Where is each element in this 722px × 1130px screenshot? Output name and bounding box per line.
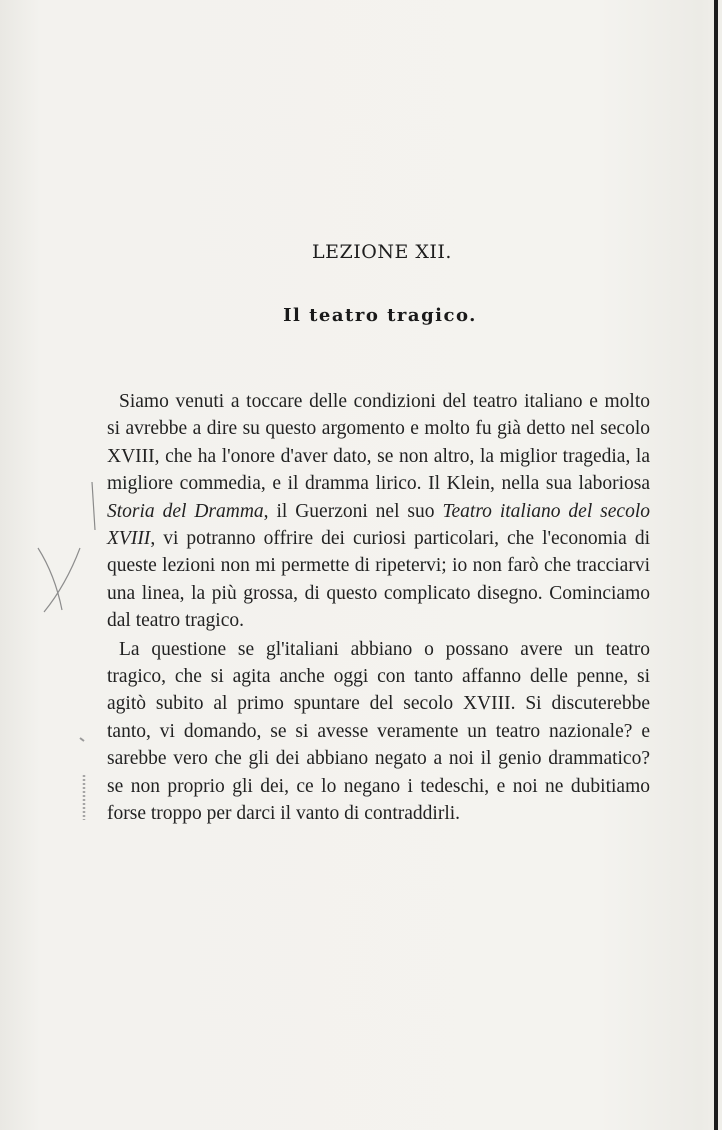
section-title: Il teatro tragico.: [283, 305, 477, 326]
paragraph-1: [107, 388, 650, 635]
paragraph-1-text-end: , vi potranno offrire dei curiosi particolari, che l'economia di queste lezioni non mi permette di ripetervi; io non farò che tracciarvi una linea, la più grossa, di questo complicato disegno. Cominciamo dal teatro tragico.: [107, 528, 650, 632]
body-text: [107, 388, 650, 828]
paragraph-1-text-middle: , il Guerzoni nel suo: [263, 500, 443, 522]
chapter-heading: LEZIONE XII.: [312, 241, 452, 263]
paragraph-2: La questione se gl'italiani abbiano o possano avere un teatro tragico, che si agita anche oggi con tanto affanno delle penne, si agitò subito al primo spuntare del secolo XVIII. Si discuterebbe tanto, vi domando, se si avesse veramente un teatro nazionale? e sarebbe vero che gli dei abbiano negato a noi il genio drammatico? se non proprio gli dei, ce lo negano i tedeschi, e noi ne dubitiamo forse troppo per darci il vanto di contraddirli.: [107, 638, 650, 825]
work-title-teatro-italiano: Teatro italiano del secolo XVIII: [107, 500, 650, 550]
page-edge-shadow: [714, 0, 718, 1130]
work-title-storia-del-dramma: Storia del Dramma: [107, 500, 264, 522]
paragraph-1-text-start: Siamo venuti a toccare delle condizioni del teatro italiano e molto si avrebbe a dire su questo argomento e molto fu già detto nel secolo XVIII, che ha l'onore d'aver dato, se non altro, la miglior tragedia, la migliore commedia, e il dramma lirico. Il Klein, nella sua laboriosa: [107, 391, 650, 495]
